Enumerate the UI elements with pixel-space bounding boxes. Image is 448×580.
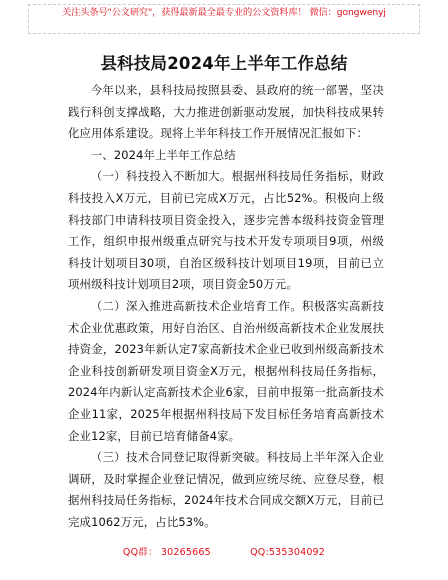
header-banner: 关注头条号"公文研究"，获得最新最全最专业的公文资料库！ 微信：gongwenyj <box>28 4 420 34</box>
paragraph-tech-contract: （三）技术合同登记取得新突破。科技局上半年深入企业调研，及时掌握企业登记情况，做到应统尽统、应登尽登，根据州科技局任务指标，2024年技术合同成交额X万元，目前已完成1062万元，占比53%。 <box>68 450 384 529</box>
section-heading: 一、2024年上半年工作总结 <box>90 147 236 162</box>
footer-qq: QQ:535304092 <box>250 547 326 558</box>
paragraph-tech-investment: （一）科技投入不断加大。根据州科技局任务指标，财政科技投入X万元，目前已完成X万元，占比52%。积极向上级科技部门申请科技项目资金投入，逐步完善本级科技资金管理工作，组织申报州级重点研究与技术开发专项项目9项，州级科技计划项目30项，自治区级科技计划项目19项，目前已立项州级科技计划项目2项，项目资金50万元。 <box>68 169 384 292</box>
intro-paragraph: 今年以来，县科技局按照县委、县政府的统一部署，坚决践行科创支撑战略，大力推进创新驱动发展，加快科技成果转化应用体系建设。现将上半年科技工作开展情况汇报如下： <box>68 83 384 141</box>
paragraph-hightech-enterprise: （二）深入推进高新技术企业培育工作。积极落实高新技术企业优惠政策，用好自治区、自治州级高新技术企业发展扶持资金，2023年新认定7家高新技术企业已收到州级高新技术企业科技创新研发项目资金X万元，根据州科技局任务指标，2024年内新认定高新技术企业6家，目前申报第一批高新技术企业11家，2025年根据州科技局下发目标任务培育高新技术企业12家，目前已培育储备4家。 <box>68 298 384 443</box>
footer-qq-group: QQ群： 30265665 <box>122 547 211 558</box>
document-body <box>68 80 384 533</box>
document-title: 县科技局2024年上半年工作总结 <box>100 54 348 73</box>
footer <box>0 544 448 558</box>
